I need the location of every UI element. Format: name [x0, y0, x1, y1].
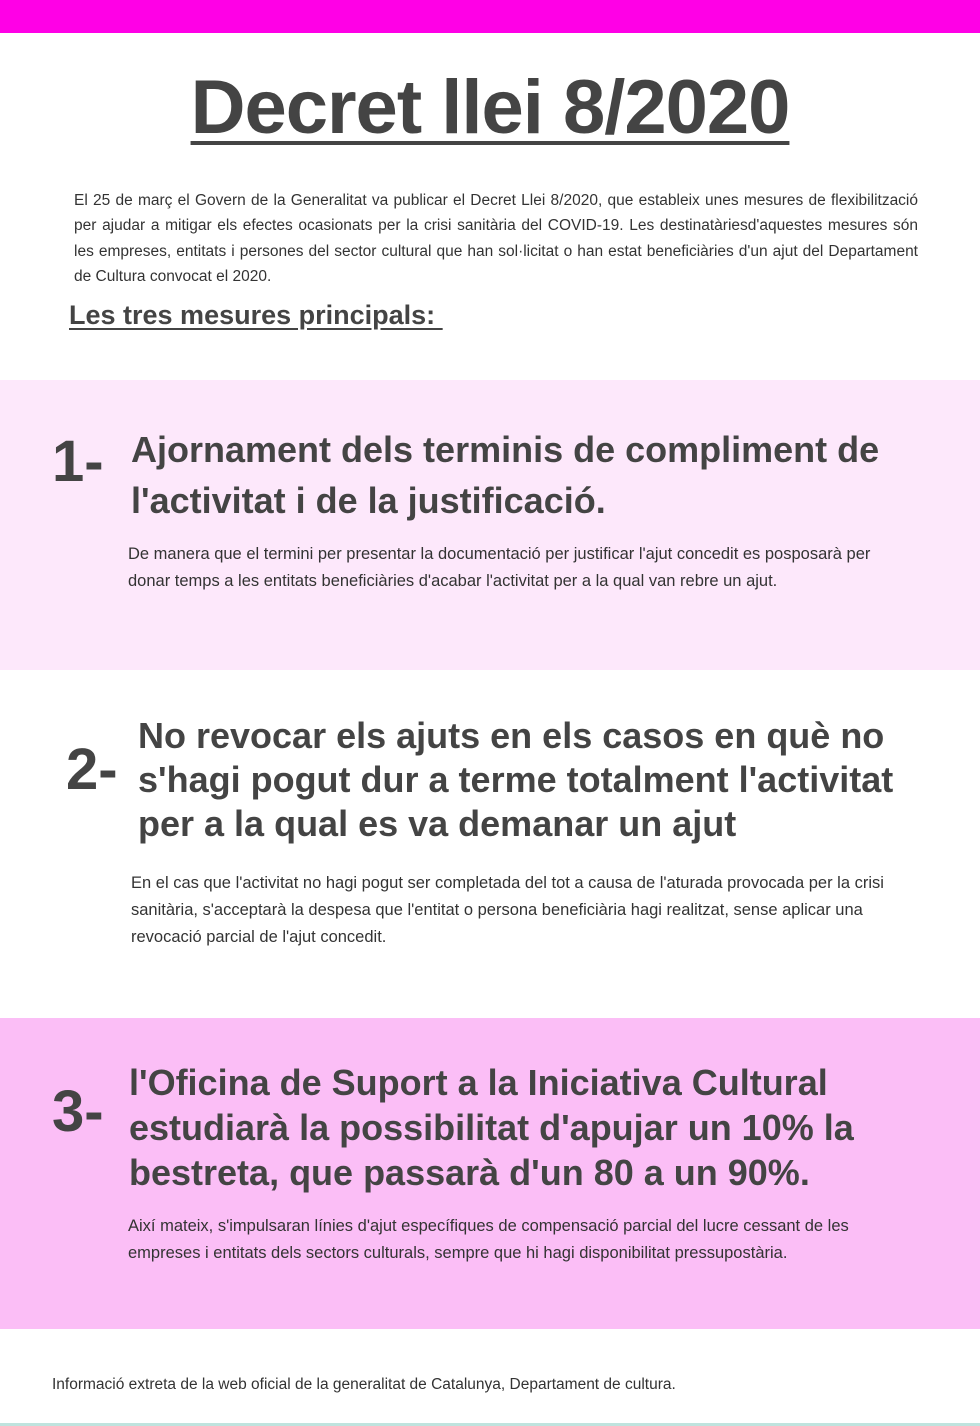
measure-body: De manera que el termini per presentar la documentació per justificar l'ajut concedit es posposarà per donar temps a les entitats beneficiàries d'acabar l'activitat per a la qual van rebre un ajut.: [128, 545, 871, 590]
measure-section-2: [0, 670, 980, 1018]
measure-heading: No revocar els ajuts en els casos en què no s'hagi pogut dur a terme totalment l'activitat per a la qual es va demanar un ajut: [138, 715, 894, 844]
measure-number: 2-: [66, 737, 118, 802]
top-accent-bar: [0, 0, 980, 33]
measure-body: En el cas que l'activitat no hagi pogut ser completada del tot a causa de l'aturada provocada per la crisi sanitària, s'acceptarà la despesa que l'entitat o persona beneficiària hagi realitzat, sense aplicar una revocació parcial de l'ajut concedit.: [131, 874, 884, 946]
measure-body: Així mateix, s'impulsaran línies d'ajut específiques de compensació parcial del lucre cessant de les empreses i entitats dels sectors culturals, sempre que hi hagi disponibilitat pressupostària.: [128, 1217, 849, 1262]
source-footer: Informació extreta de la web oficial de la generalitat de Catalunya, Departament de cultura.: [52, 1376, 676, 1393]
measure-number: 1-: [52, 429, 104, 494]
measure-section-3: [0, 1018, 980, 1329]
measures-subheading: Les tres mesures principals:: [69, 300, 443, 330]
intro-paragraph: El 25 de març el Govern de la Generalitat va publicar el Decret Llei 8/2020, que estableix unes mesures de flexibilització per ajudar a mitigar els efectes ocasionats per la crisi sanitària del COVID-19. Les destinatàriesd'aquestes mesures són les empreses, entitats i persones del sector cultural que han sol·licitat o han estat beneficiàries d'un ajut del Departament de Cultura convocat el 2020.: [74, 192, 918, 285]
measure-section-1: [0, 380, 980, 670]
measure-number: 3-: [52, 1079, 104, 1144]
measure-heading: l'Oficina de Suport a la Iniciativa Cultural estudiarà la possibilitat d'apujar un 10% la bestreta, que passarà d'un 80 a un 90%.: [129, 1062, 854, 1193]
page-title: Decret llei 8/2020: [190, 65, 790, 150]
measure-heading: Ajornament dels terminis de compliment de l'activitat i de la justificació.: [131, 429, 880, 521]
